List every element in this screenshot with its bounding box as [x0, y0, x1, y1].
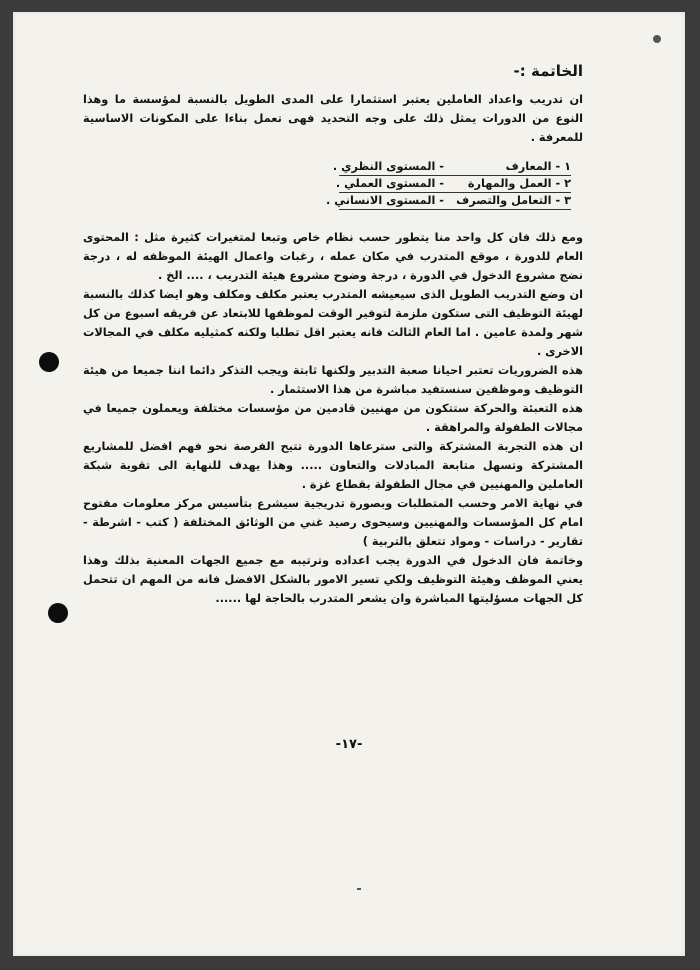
intro-paragraph: ان تدريب واعداد العاملين يعتبر استثمارا على المدى الطويل بالنسبة لمؤسسة ما وهذا النوع من الدورات يمثل ذلك على وجه التحديد فهى تعمل بناءا على المكونات الاساسية للمعرفة . [83, 93, 583, 144]
document-page [13, 12, 685, 956]
body-paragraph: ان هذه التجربة المشتركة والتى سترعاها الدورة تتيح الفرصة نحو فهم افضل للمشاريع المشتركة وتسهل متابعة المبادلات والتعاون ..... وهذا يهدف للنهاية الى تقوية شبكة العاملين والمهنيين في مجال الطفولة بقطاع غزة . [83, 440, 583, 491]
ink-speck [653, 35, 661, 43]
list-item-level: - المستوى العملي . [335, 177, 444, 190]
body-paragraph: ان وضع التدريب الطويل الذى سيعيشه المتدرب يعتبر مكلف ومكلف وهو ايضا كذلك بالنسبة لهيئة التوظيف التى ستكون ملزمة لتوفير الوقت لموظفها للابتعاد عن فريقه اسبوع من كل شهر ولمدة عامين . اما العام الثالث فانه يعتبر اقل تطلبا ولكنه كمثيليه مكلف في المجالات الاخرى . [83, 288, 583, 358]
list-item-component: ٢ - العمل والمهارة [467, 177, 571, 190]
body-paragraph: هذه التعبئة والحركة ستتكون من مهنيين قادمين من مؤسسات مختلفة ويعملون جميعا في مجالات الطفولة والمراهقة . [83, 402, 583, 434]
knowledge-components-list [83, 147, 583, 228]
list-item [332, 159, 571, 176]
list-item-level: - المستوى النظري . [332, 160, 444, 173]
list-item [335, 176, 571, 193]
body-paragraph: وخاتمة فان الدخول في الدورة يجب اعداده وترتيبه مع جميع الجهات المعنية بذلك وهذا يعني الموظف وهيئة التوظيف ولكي تسير الامور بالشكل الافضل فانه من المهم ان تتحمل كل الجهات مسؤليتها المباشرة وان يشعر المتدرب بالحاجة لها ...... [83, 554, 583, 605]
list-item-component: ٣ - التعامل والتصرف [456, 194, 571, 207]
body-paragraph: هذه الضروريات تعتبر احيانا صعبة التدبير ولكنها ثابتة ويجب التذكر دائما اننا جميعا من هيئة التوظيف وموظفين سنستفيد مباشرة من هذا الاستثمار . [83, 364, 583, 396]
section-heading: الخاتمة :- [513, 62, 583, 80]
list-item-component: ١ - المعارف [505, 160, 571, 173]
list-item-level: - المستوى الانساني . [326, 194, 444, 207]
punch-hole [48, 603, 68, 623]
punch-hole [39, 352, 59, 372]
body-paragraph: ومع ذلك فان كل واحد منا يتطور حسب نظام خاص وتبعا لمتغيرات كثيرة مثل : المحتوى العام للدورة ، موقع المتدرب في مكان عمله ، رغبات واعمال الهيئة الموظفه له ، درجة نضج مشروع الدخول في الدورة ، درجة وضوح مشروع هيئة التدريب ، .... الخ . [83, 231, 583, 282]
body-paragraph: في نهاية الامر وحسب المتطلبات وبصورة تدريجية سيشرع بتأسيس مركز معلومات مفتوح امام كل المؤسسات والمهنيين وسيحوى رصيد غني من الوثائق المختلفة ( كتب - اشرطة - تقارير - دراسات - ومواد تتعلق بالتربية ) [83, 497, 583, 548]
list-item [326, 193, 571, 210]
page-number: -١٧- [335, 737, 363, 752]
page-body [83, 62, 583, 608]
ink-speck [357, 888, 361, 890]
